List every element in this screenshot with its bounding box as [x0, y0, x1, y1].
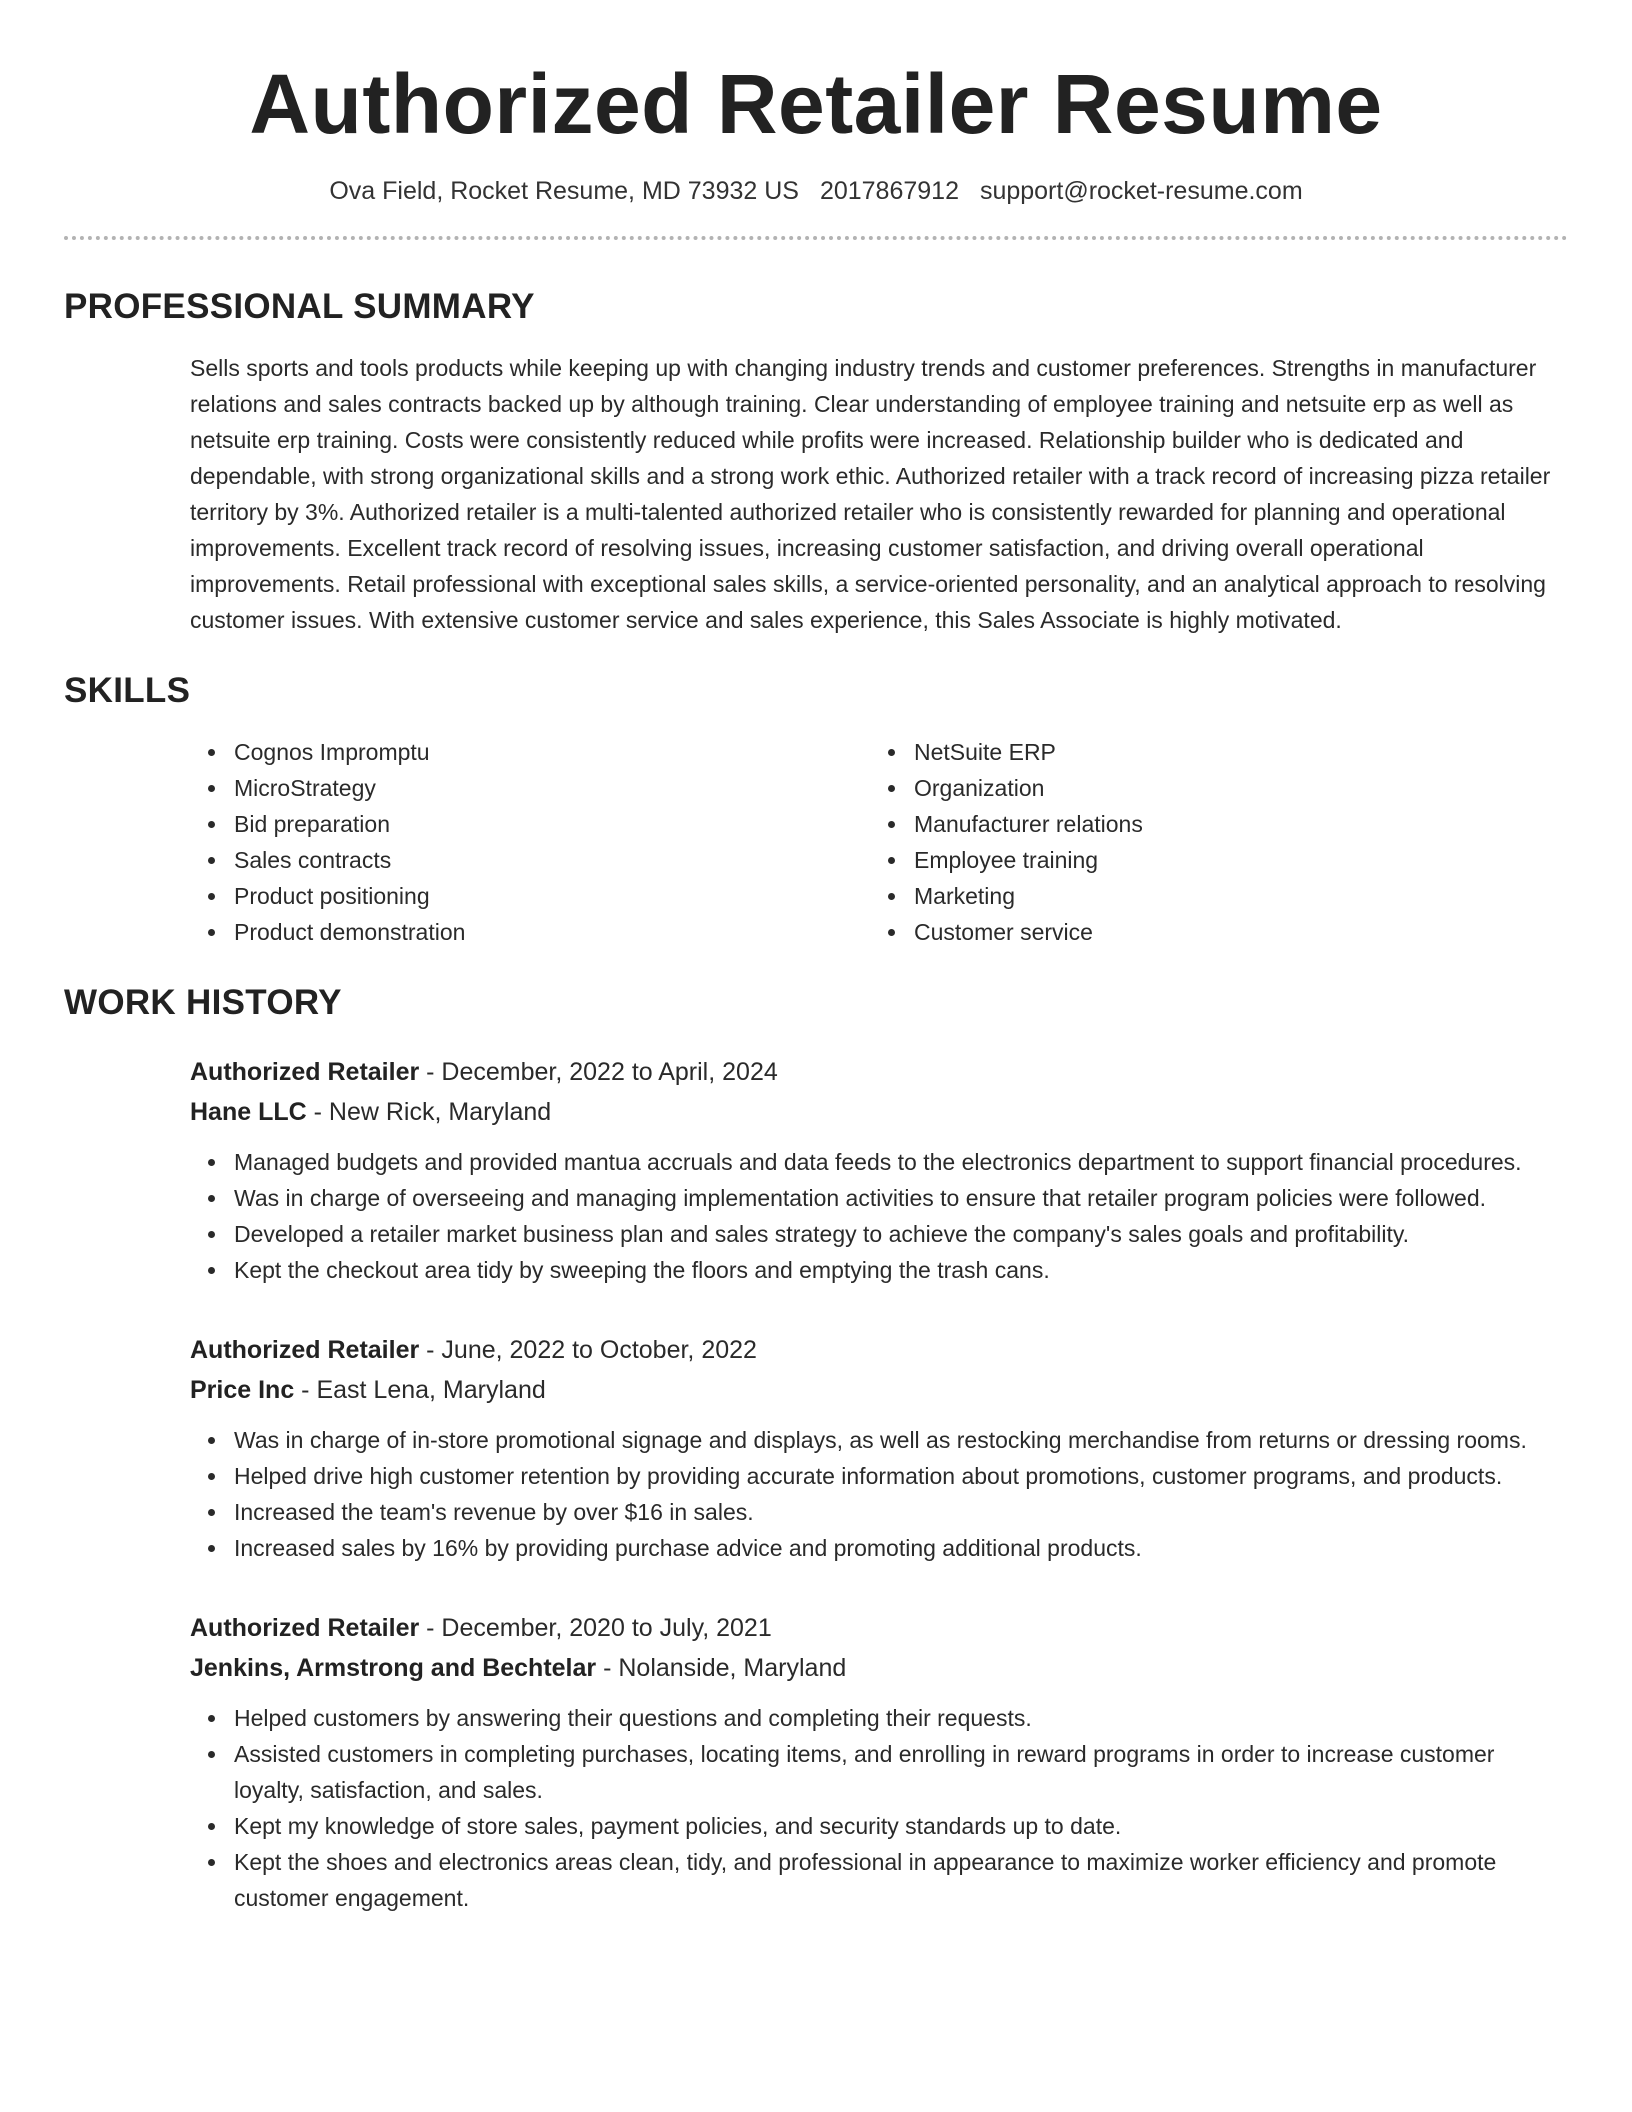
skill-item: Manufacturer relations — [870, 806, 1550, 842]
job-bullet: Helped drive high customer retention by providing accurate information about promotions, customer programs, and products. — [190, 1458, 1568, 1494]
skill-item: Employee training — [870, 842, 1550, 878]
resume-title: Authorized Retailer Resume — [249, 57, 1383, 151]
job-company: Price Inc — [190, 1376, 295, 1404]
job-bullet: Was in charge of in-store promotional signage and displays, as well as restocking merchandise from returns or dressing rooms. — [190, 1422, 1568, 1458]
skills-heading: SKILLS — [64, 671, 191, 710]
job-bullet: Managed budgets and provided mantua accruals and data feeds to the electronics department to support financial procedures. — [190, 1144, 1568, 1180]
skill-item: Bid preparation — [190, 806, 870, 842]
skill-item: Product positioning — [190, 878, 870, 914]
job-bullet: Assisted customers in completing purchases, locating items, and enrolling in reward programs in order to increase customer loyalty, satisfaction, and sales. — [190, 1736, 1568, 1808]
job-bullets — [190, 1700, 1568, 1916]
summary-text: Sells sports and tools products while keeping up with changing industry trends and customer preferences. Strengths in manufacturer relations and sales contracts backed up by although training. Clear understanding of employee training and netsuite erp as well as netsuite erp training. Costs were consistently reduced while profits were increased. Relationship builder who is dedicated and dependable, with strong organizational skills and a strong work ethic. Authorized retailer with a track record of increasing pizza retailer territory by 3%. Authorized retailer is a multi-talented authorized retailer who is consistently rewarded for planning and operational improvements. Excellent track record of resolving issues, increasing customer satisfaction, and driving overall operational improvements. Retail professional with exceptional sales skills, a service-oriented personality, and an analytical approach to resolving customer issues. With extensive customer service and sales experience, this Sales Associate is highly motivated. — [190, 355, 1551, 633]
job-dates: - December, 2022 to April, 2024 — [419, 1058, 778, 1086]
work-history-heading: WORK HISTORY — [64, 983, 342, 1022]
job-entry — [190, 1608, 1568, 1916]
skill-item: Organization — [870, 770, 1550, 806]
job-bullet: Was in charge of overseeing and managing implementation activities to ensure that retailer program policies were followed. — [190, 1180, 1568, 1216]
contact-line — [64, 176, 1568, 206]
skill-item: Sales contracts — [190, 842, 870, 878]
skill-item: NetSuite ERP — [870, 734, 1550, 770]
job-entry — [190, 1052, 1568, 1288]
contact-phone: 2017867912 — [819, 177, 959, 205]
job-location: - East Lena, Maryland — [294, 1376, 546, 1404]
job-bullets — [190, 1144, 1568, 1288]
job-location: - New Rick, Maryland — [306, 1098, 552, 1126]
job-company: Jenkins, Armstrong and Bechtelar — [190, 1654, 597, 1682]
job-company-line — [190, 1092, 1568, 1132]
skill-item: Customer service — [870, 914, 1550, 950]
summary-heading: PROFESSIONAL SUMMARY — [64, 287, 535, 326]
job-title-line — [190, 1052, 1568, 1092]
skills-list — [190, 734, 1568, 950]
job-title: Authorized Retailer — [190, 1336, 420, 1364]
job-bullet: Helped customers by answering their questions and completing their requests. — [190, 1700, 1568, 1736]
header-divider — [64, 236, 1568, 240]
job-title-line — [190, 1330, 1568, 1370]
skill-item: Product demonstration — [190, 914, 870, 950]
job-location: - Nolanside, Maryland — [596, 1654, 847, 1682]
skill-item: Marketing — [870, 878, 1550, 914]
job-dates: - June, 2022 to October, 2022 — [419, 1336, 757, 1364]
job-bullet: Kept my knowledge of store sales, payment policies, and security standards up to date. — [190, 1808, 1568, 1844]
skill-item: MicroStrategy — [190, 770, 870, 806]
skill-item: Cognos Impromptu — [190, 734, 870, 770]
job-bullet: Increased sales by 16% by providing purchase advice and promoting additional products. — [190, 1530, 1568, 1566]
job-company-line — [190, 1648, 1568, 1688]
job-bullet: Increased the team's revenue by over $16 in sales. — [190, 1494, 1568, 1530]
job-bullet: Developed a retailer market business plan and sales strategy to achieve the company's sales goals and profitability. — [190, 1216, 1568, 1252]
job-title: Authorized Retailer — [190, 1614, 420, 1642]
contact-email: support@rocket-resume.com — [979, 177, 1303, 205]
skills-column-right — [870, 734, 1550, 950]
job-title-line — [190, 1608, 1568, 1648]
job-bullet: Kept the shoes and electronics areas clean, tidy, and professional in appearance to maximize worker efficiency and promote customer engagement. — [190, 1844, 1568, 1916]
job-dates: - December, 2020 to July, 2021 — [419, 1614, 772, 1642]
job-bullet: Kept the checkout area tidy by sweeping the floors and emptying the trash cans. — [190, 1252, 1568, 1288]
job-bullets — [190, 1422, 1568, 1566]
job-entry — [190, 1330, 1568, 1566]
job-title: Authorized Retailer — [190, 1058, 420, 1086]
job-company: Hane LLC — [190, 1098, 307, 1126]
contact-address: Ova Field, Rocket Resume, MD 73932 US — [329, 177, 799, 205]
job-company-line — [190, 1370, 1568, 1410]
skills-column-left — [190, 734, 870, 950]
